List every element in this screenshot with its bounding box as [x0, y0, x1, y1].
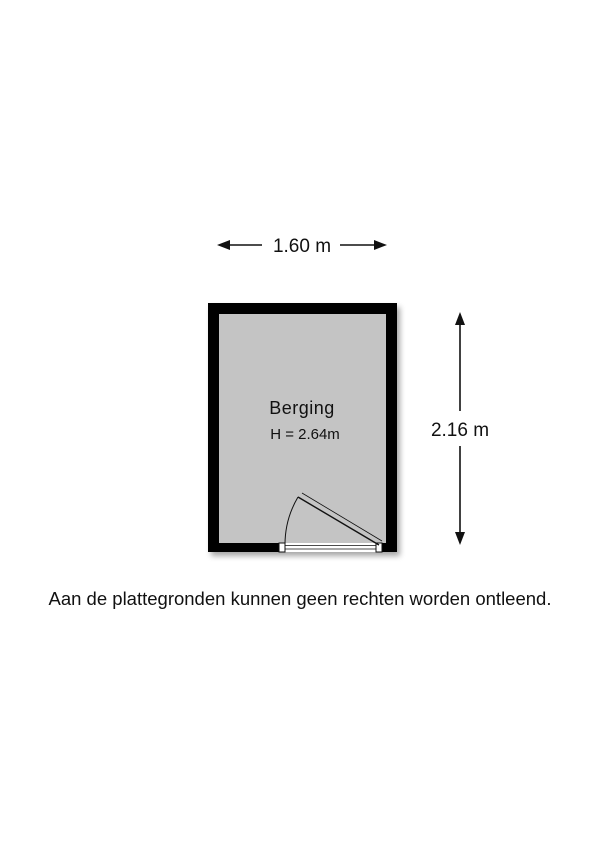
depth-arrowhead-top [455, 312, 465, 325]
depth-label: 2.16 m [430, 420, 490, 441]
room-name: Berging [269, 398, 335, 418]
door-opening [281, 543, 382, 552]
depth-arrowhead-bottom [455, 532, 465, 545]
depth-dimension [431, 312, 489, 545]
width-label: 1.60 m [272, 236, 332, 257]
door-jamb-left [279, 543, 285, 552]
width-arrowhead-left [217, 240, 230, 250]
room-height: H = 2.64m [270, 426, 340, 443]
disclaimer-text: Aan de plattegronden kunnen geen rechten worden ontleend. [48, 588, 552, 609]
width-dimension [217, 236, 387, 257]
width-arrowhead-right [374, 240, 387, 250]
